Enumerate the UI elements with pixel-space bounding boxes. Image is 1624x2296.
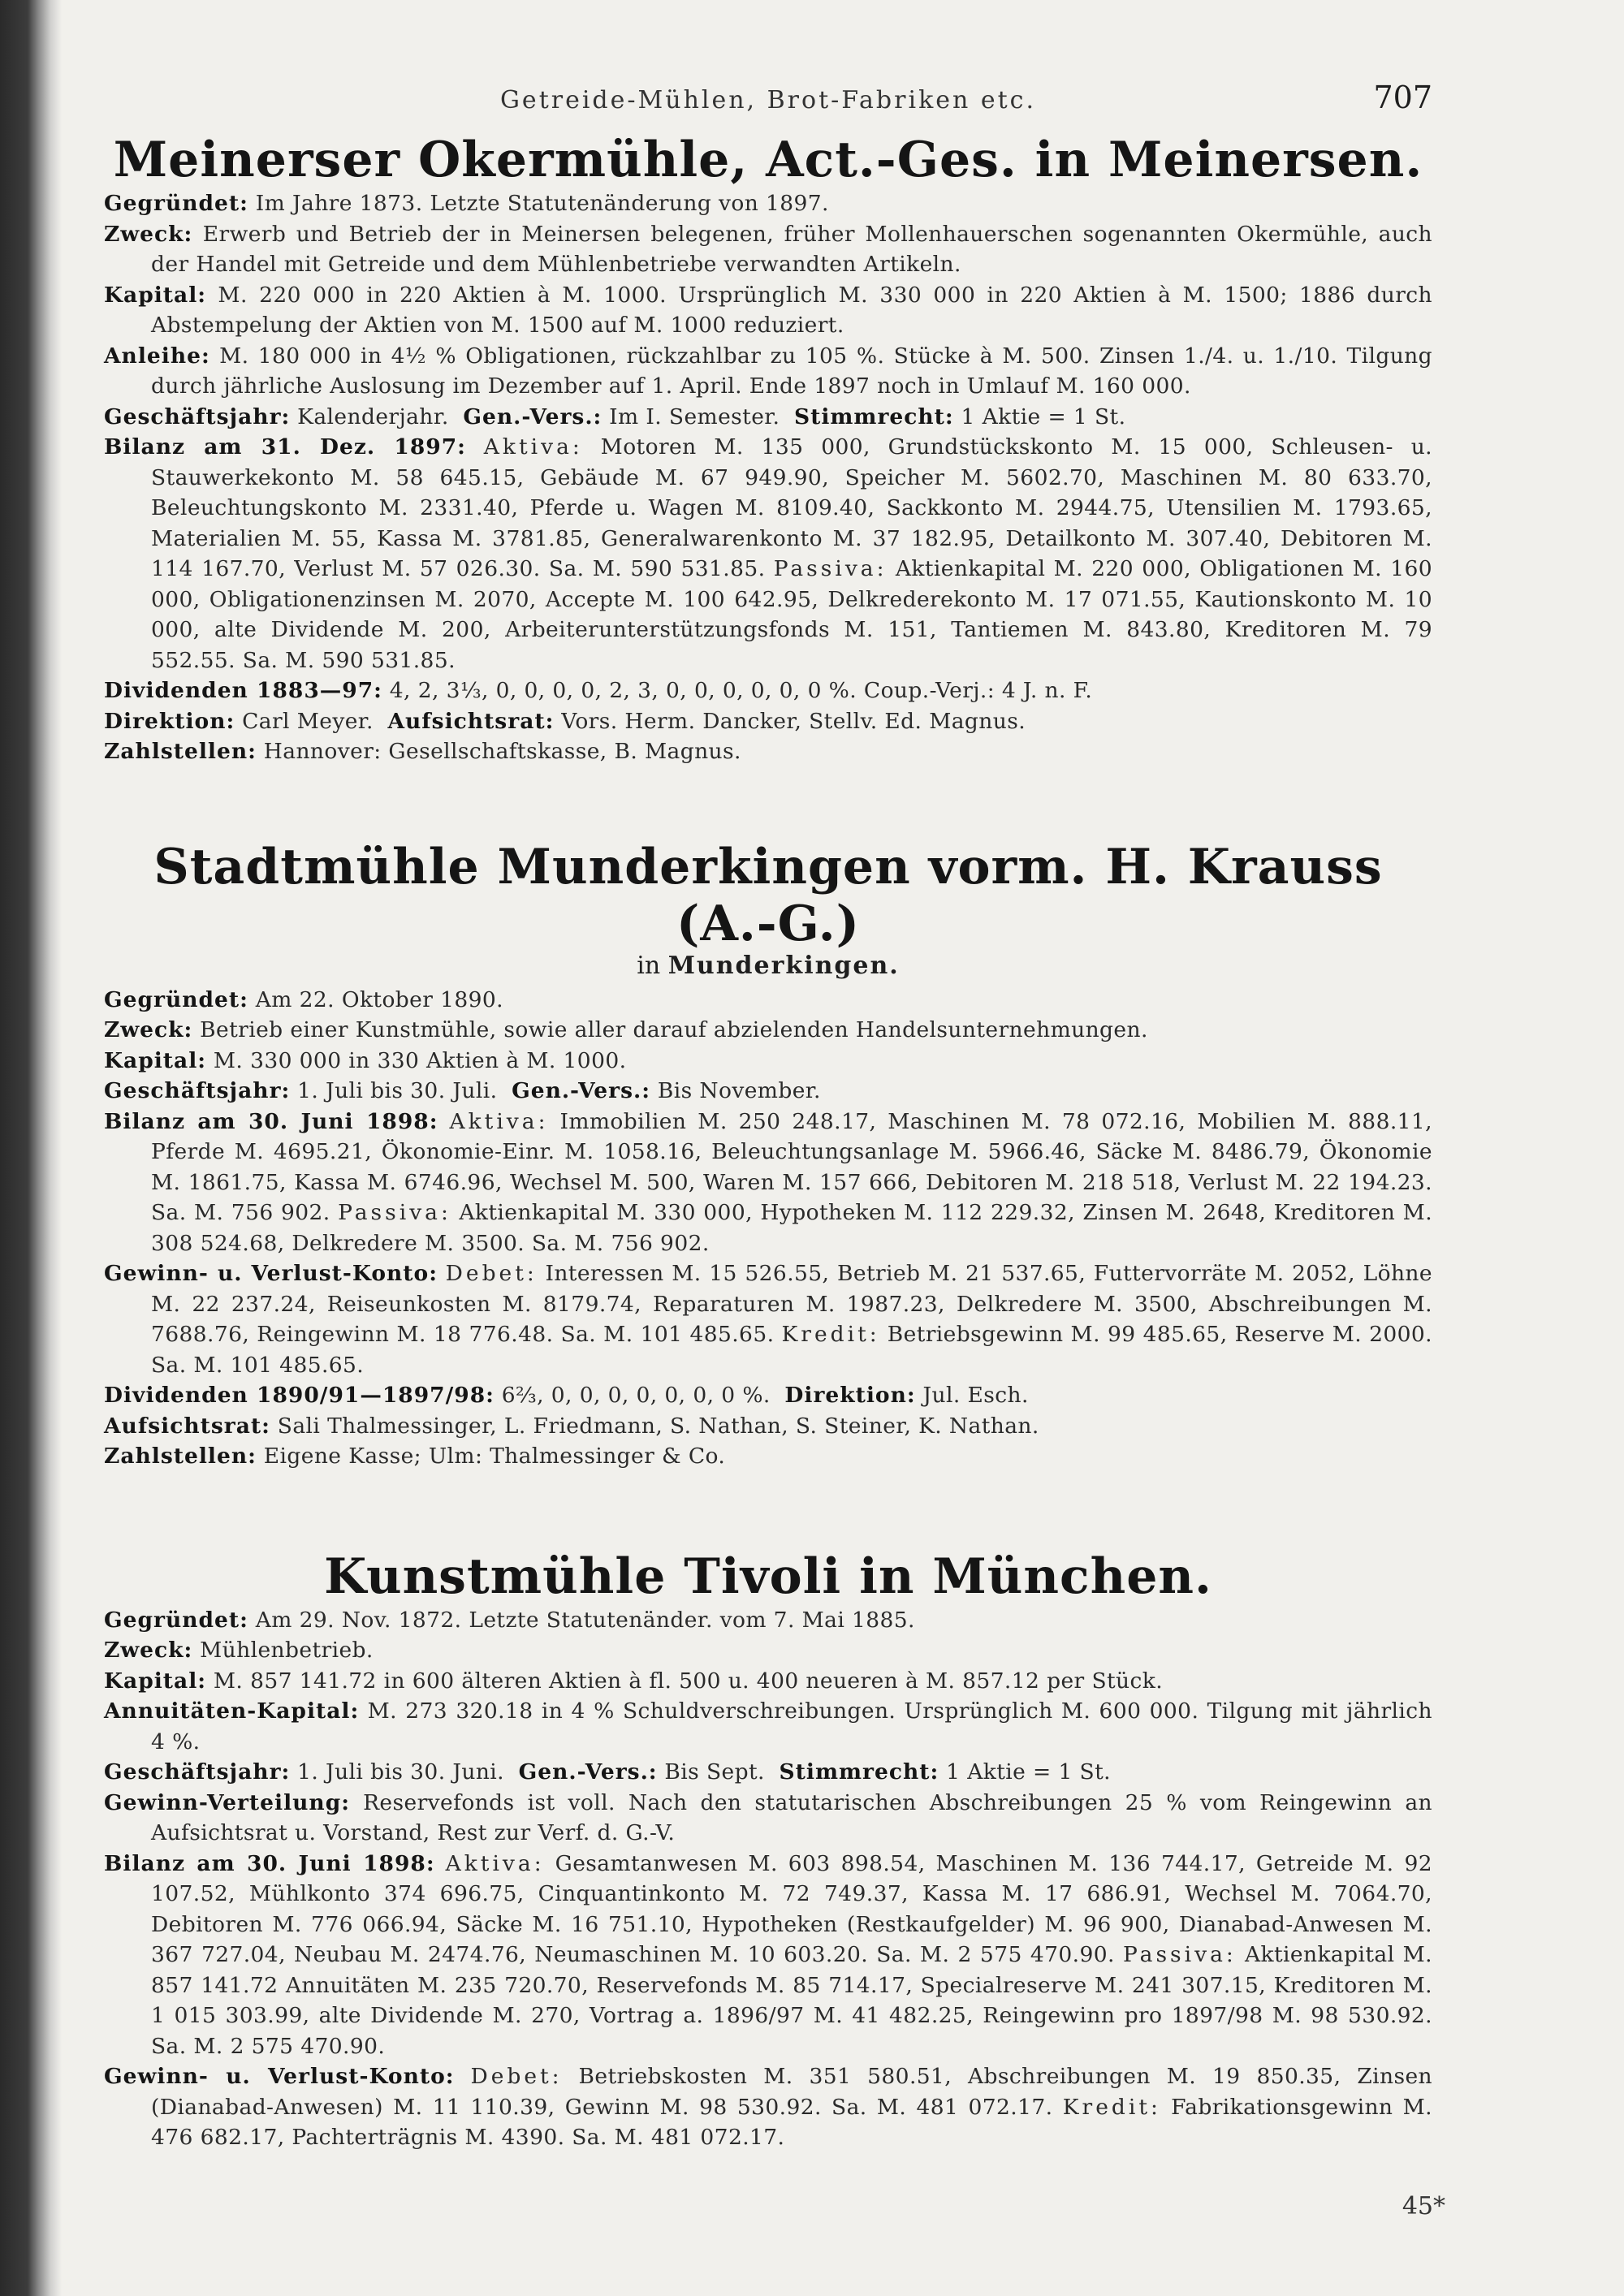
kredit-label: Kredit:	[781, 1322, 880, 1347]
entry-label: Zahlstellen:	[104, 739, 257, 764]
entry-text-gen-vers: Bis Sept.	[664, 1759, 765, 1785]
entry-zahlstellen	[104, 736, 1432, 767]
entry-label: Annuitäten-Kapital:	[104, 1698, 360, 1724]
passiva-text: Aktienkapital M. 220 000, Obligationen M. 160 000, Obligationenzinsen M. 2070, Accepte M. 100 642.95, Delkrederekonto M. 17 071.55, Kautionskonto M. 10 000, alte Dividende M. 200, Arbeiterunterstützungsfonds M. 151, Tantiemen M. 843.80, Kreditoren M. 79 552.55. Sa. M. 590 531.85.	[151, 556, 1432, 673]
page-number: 707	[1373, 80, 1432, 115]
entry-label: Gewinn- u. Verlust-Konto:	[104, 2064, 455, 2089]
entry-label: Aufsichtsrat:	[104, 1413, 270, 1439]
entry-text: Am 22. Oktober 1890.	[255, 986, 504, 1012]
entry-kapital	[104, 1046, 1432, 1077]
entry-gegruendet	[104, 985, 1432, 1016]
entry-text: Betrieb einer Kunstmühle, sowie aller darauf abzielenden Handelsunternehmungen.	[200, 1017, 1148, 1042]
entry-label: Zweck:	[104, 221, 193, 247]
entry-bilanz	[104, 1849, 1432, 2062]
entry-aufsichtsrat	[104, 1411, 1432, 1442]
entry-label: Zweck:	[104, 1017, 193, 1042]
company-title: Meinerser Okermühle, Act.-Ges. in Meinersen.	[113, 132, 1423, 188]
entry-geschaeftsjahr	[104, 402, 1432, 433]
entry-text: Hannover: Gesellschaftskasse, B. Magnus.	[263, 739, 741, 764]
debet-text: Betriebskosten M. 351 580.51, Abschreibungen M. 19 850.35, Zinsen (Dianabad-Anwesen) M. 11 110.39, Gewinn M. 98 530.92. Sa. M. 481 072.17.	[151, 2064, 1432, 2120]
entry-label: Dividenden 1890/91—1897/98:	[104, 1383, 495, 1408]
entry-label: Dividenden 1883—97:	[104, 678, 382, 703]
entry-label-aufsichtsrat: Aufsichtsrat:	[387, 708, 555, 734]
passiva-label: Passiva:	[338, 1200, 451, 1225]
entry-gegruendet	[104, 188, 1432, 219]
entry-label: Gegründet:	[104, 191, 248, 216]
entry-label-gen-vers: Gen.-Vers.:	[463, 404, 603, 429]
entry-annuitaeten-kapital	[104, 1696, 1432, 1757]
passiva-text: Aktienkapital M. 330 000, Hypotheken M. 112 229.32, Zinsen M. 2648, Kreditoren M. 308 524.68, Delkredere M. 3500. Sa. M. 756 902.	[151, 1200, 1433, 1256]
entry-label-gen-vers: Gen.-Vers.:	[518, 1759, 658, 1785]
page-content	[104, 71, 1432, 2153]
aktiva-label: Aktiva:	[483, 434, 583, 460]
debet-label: Debet:	[470, 2064, 563, 2089]
entry-label: Geschäftsjahr:	[104, 1759, 291, 1785]
subtitle-place: Munderkingen.	[667, 951, 900, 980]
entry-text: Carl Meyer.	[242, 708, 374, 734]
aktiva-text: Gesamtanwesen M. 603 898.54, Maschinen M. 136 744.17, Getreide M. 92 107.52, Mühlkonto 374 696.75, Cinquantinkonto M. 72 749.37, Kassa M. 17 686.91, Wechsel M. 7064.70, Debitoren M. 776 066.94, Säcke M. 16 751.10, Hypotheken (Restkaufgelder) M. 96 900, Dianabad-Anwesen M. 367 727.04, Neubau M. 2474.76, Neumaschinen M. 10 603.20. Sa. M. 2 575 470.90.	[151, 1850, 1432, 1967]
entry-text: Kalenderjahr.	[297, 404, 449, 429]
running-head-text: Getreide-Mühlen, Brot-Fabriken etc.	[499, 86, 1037, 114]
entry-anleihe	[104, 341, 1432, 402]
entry-label: Zahlstellen:	[104, 1444, 257, 1469]
entry-text: Eigene Kasse; Ulm: Thalmessinger & Co.	[263, 1444, 726, 1469]
kredit-text: Betriebsgewinn M. 99 485.65, Reserve M. 2000. Sa. M. 101 485.65.	[151, 1322, 1432, 1378]
entry-text: M. 273 320.18 in 4 % Schuldverschreibungen. Ursprünglich M. 600 000. Tilgung mit jährlich 4 %.	[151, 1698, 1432, 1754]
entry-text-gen-vers: Bis November.	[657, 1078, 821, 1103]
entry-text: M. 330 000 in 330 Aktien à M. 1000.	[213, 1047, 627, 1073]
entry-zweck	[104, 1635, 1432, 1666]
entry-label: Bilanz am 30. Juni 1898:	[104, 1850, 435, 1876]
entry-text-direktion: Jul. Esch.	[922, 1383, 1029, 1408]
entry-dividenden	[104, 675, 1432, 706]
entry-label: Gegründet:	[104, 1607, 248, 1633]
entry-text-stimmrecht: 1 Aktie = 1 St.	[961, 404, 1126, 429]
passiva-label: Passiva:	[773, 556, 888, 581]
signature-mark: 45*	[1402, 2192, 1445, 2220]
entry-label: Direktion:	[104, 708, 235, 734]
entry-label: Gegründet:	[104, 986, 248, 1012]
entry-kapital	[104, 1666, 1432, 1697]
subtitle-in: in	[637, 951, 661, 980]
entry-text: 1. Juli bis 30. Juli.	[297, 1078, 498, 1103]
entry-label-gen-vers: Gen.-Vers.:	[512, 1078, 651, 1103]
entry-text: M. 857 141.72 in 600 älteren Aktien à fl. 500 u. 400 neueren à M. 857.12 per Stück.	[213, 1668, 1164, 1694]
entry-text-aufsichtsrat: Vors. Herm. Dancker, Stellv. Ed. Magnus.	[561, 708, 1026, 734]
entry-dividenden	[104, 1380, 1432, 1411]
entry-gewinn-verteilung	[104, 1788, 1432, 1849]
entry-text: Mühlenbetrieb.	[200, 1638, 374, 1663]
entry-label: Geschäftsjahr:	[104, 404, 291, 429]
entry-text: M. 220 000 in 220 Aktien à M. 1000. Ursprünglich M. 330 000 in 220 Aktien à M. 1500; 1886 durch Abstempelung der Aktien von M. 1500 auf M. 1000 reduziert.	[151, 282, 1433, 338]
entry-label-stimmrecht: Stimmrecht:	[779, 1759, 939, 1785]
entry-text-gen-vers: Im I. Semester.	[609, 404, 780, 429]
entry-text-stimmrecht: 1 Aktie = 1 St.	[946, 1759, 1111, 1785]
entry-zweck	[104, 1015, 1432, 1046]
debet-label: Debet:	[445, 1261, 538, 1286]
company-subtitle	[104, 952, 1432, 980]
entry-text: Im Jahre 1873. Letzte Statutenänderung von 1897.	[255, 191, 829, 216]
company-section-munderkingen	[104, 839, 1432, 1472]
entry-text: M. 180 000 in 4½ % Obligationen, rückzahlbar zu 105 %. Stücke à M. 500. Zinsen 1./4. u. 1./10. Tilgung durch jährliche Auslosung im Dezember auf 1. April. Ende 1897 noch in Umlauf M. 160 000.	[151, 343, 1432, 399]
entry-gewinn-verlust	[104, 2061, 1432, 2153]
entry-gewinn-verlust	[104, 1258, 1432, 1380]
entry-label: Geschäftsjahr:	[104, 1078, 291, 1103]
kredit-text: Fabrikationsgewinn M. 476 682.17, Pachterträgnis M. 4390. Sa. M. 481 072.17.	[151, 2094, 1432, 2150]
entry-text: Am 29. Nov. 1872. Letzte Statutenänder. vom 7. Mai 1885.	[255, 1607, 915, 1633]
company-section-meinerser	[104, 132, 1432, 767]
passiva-label: Passiva:	[1123, 1942, 1237, 1967]
aktiva-label: Aktiva:	[449, 1108, 549, 1134]
entry-label: Kapital:	[104, 282, 207, 308]
entry-geschaeftsjahr	[104, 1757, 1432, 1788]
entry-zahlstellen	[104, 1441, 1432, 1472]
entry-label: Bilanz am 31. Dez. 1897:	[104, 434, 466, 460]
entry-gegruendet	[104, 1605, 1432, 1636]
book-spine-shadow	[0, 0, 62, 2296]
entry-geschaeftsjahr	[104, 1076, 1432, 1107]
entry-label: Anleihe:	[104, 343, 210, 369]
company-title: Kunstmühle Tivoli in München.	[324, 1547, 1212, 1605]
company-title: Stadtmühle Munderkingen vorm. H. Krauss (A.-G.)	[153, 838, 1383, 952]
entry-zweck	[104, 219, 1432, 280]
debet-text: Interessen M. 15 526.55, Betrieb M. 21 537.65, Futtervorräte M. 2052, Löhne M. 22 237.24, Reiseunkosten M. 8179.74, Reparaturen M. 1987.23, Delkredere M. 3500, Abschreibungen M. 7688.76, Reingewinn M. 18 776.48. Sa. M. 101 485.65.	[151, 1261, 1432, 1347]
entry-text: Sali Thalmessinger, L. Friedmann, S. Nathan, S. Steiner, K. Nathan.	[277, 1413, 1039, 1439]
entry-label: Kapital:	[104, 1668, 207, 1694]
entry-direktion	[104, 706, 1432, 737]
aktiva-text: Motoren M. 135 000, Grundstückskonto M. 15 000, Schleusen- u. Stauwerkekonto M. 58 645.15, Gebäude M. 67 949.90, Speicher M. 5602.70, Maschinen M. 80 633.70, Beleuchtungskonto M. 2331.40, Pferde u. Wagen M. 8109.40, Sackkonto M. 2944.75, Utensilien M. 1793.65, Materialien M. 55, Kassa M. 3781.85, Generalwarenkonto M. 37 182.95, Detailkonto M. 307.40, Debitoren M. 114 167.70, Verlust M. 57 026.30. Sa. M. 590 531.85.	[151, 434, 1433, 581]
entry-label-direktion: Direktion:	[784, 1383, 916, 1408]
entry-label: Kapital:	[104, 1047, 207, 1073]
entry-text: Erwerb und Betrieb der in Meinersen belegenen, früher Mollenhauerschen sogenannten Okermühle, auch der Handel mit Getreide und dem Mühlenbetriebe verwandten Artikeln.	[151, 221, 1432, 277]
running-head	[104, 71, 1432, 128]
entry-label: Gewinn- u. Verlust-Konto:	[104, 1261, 438, 1286]
entry-bilanz	[104, 432, 1432, 675]
entry-text: 4, 2, 3⅓, 0, 0, 0, 0, 2, 3, 0, 0, 0, 0, 0, 0 %. Coup.-Verj.: 4 J. n. F.	[389, 678, 1093, 703]
entry-kapital	[104, 280, 1432, 341]
entry-label-stimmrecht: Stimmrecht:	[793, 404, 954, 429]
aktiva-text: Immobilien M. 250 248.17, Maschinen M. 78 072.16, Mobilien M. 888.11, Pferde M. 4695.21, Ökonomie-Einr. M. 1058.16, Beleuchtungsanlage M. 5966.46, Säcke M. 8486.79, Ökonomie M. 1861.75, Kassa M. 6746.96, Wechsel M. 500, Waren M. 157 666, Debitoren M. 218 518, Verlust M. 22 194.23. Sa. M. 756 902.	[151, 1108, 1432, 1225]
entry-label: Zweck:	[104, 1638, 193, 1663]
entry-label: Bilanz am 30. Juni 1898:	[104, 1108, 438, 1134]
passiva-text: Aktienkapital M. 857 141.72 Annuitäten M. 235 720.70, Reservefonds M. 85 714.17, Specialreserve M. 241 307.15, Kreditoren M. 1 015 303.99, alte Dividende M. 270, Vortrag a. 1896/97 M. 41 482.25, Reingewinn pro 1897/98 M. 98 530.92. Sa. M. 2 575 470.90.	[151, 1942, 1432, 2059]
company-section-tivoli	[104, 1548, 1432, 2153]
entry-bilanz	[104, 1107, 1432, 1259]
entry-text: Reservefonds ist voll. Nach den statutarischen Abschreibungen 25 % vom Reingewinn an Aufsichtsrat u. Vorstand, Rest zur Verf. d. G.-V.	[151, 1789, 1432, 1845]
aktiva-label: Aktiva:	[445, 1850, 545, 1876]
entry-label: Gewinn-Verteilung:	[104, 1789, 351, 1815]
entry-text: 1. Juli bis 30. Juni.	[297, 1759, 504, 1785]
entry-text: 6⅔, 0, 0, 0, 0, 0, 0, 0 %.	[501, 1383, 771, 1408]
kredit-label: Kredit:	[1062, 2094, 1161, 2120]
